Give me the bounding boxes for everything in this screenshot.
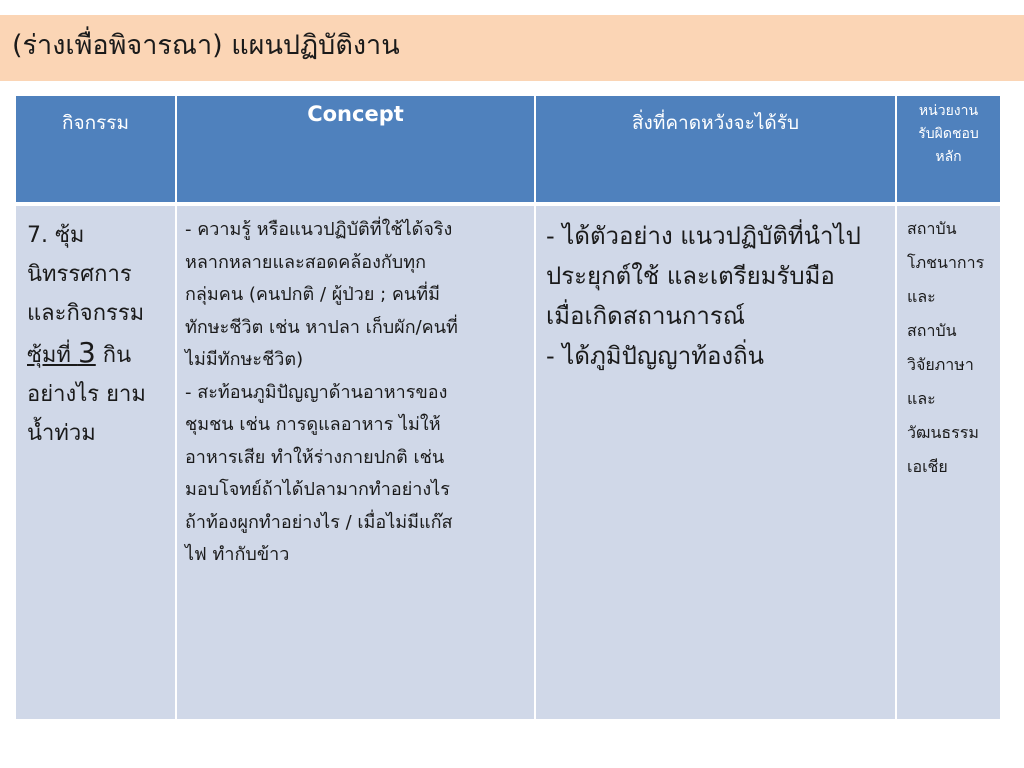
slide-title: (ร่างเพื่อพิจารณา) แผนปฏิบัติงาน <box>12 30 400 61</box>
cell-activity <box>16 204 176 719</box>
cell-responsible-unit <box>896 204 1000 719</box>
header-activity: กิจกรรม <box>16 96 176 204</box>
activity-line: อย่างไร ยาม <box>27 382 146 407</box>
table-header-row <box>16 96 1000 204</box>
expected-line: เมื่อเกิดสถานการณ์ <box>546 302 745 330</box>
cell-expected-result <box>535 204 896 719</box>
header-expected: สิ่งที่คาดหวังจะได้รับ <box>535 96 896 204</box>
header-unit-line: หลัก <box>935 149 962 165</box>
concept-line: ถ้าท้องผูกทำอย่างไร / เมื่อไม่มีแก๊ส <box>185 511 453 533</box>
header-concept: Concept <box>176 96 535 204</box>
concept-line: ชุมชน เช่น การดูแลอาหาร ไม่ให้ <box>185 414 441 435</box>
header-unit-line: รับผิดชอบ <box>918 126 979 142</box>
concept-line: ไฟ ทำกับข้าว <box>185 544 290 565</box>
title-bar <box>0 15 1024 81</box>
header-unit-line: หน่วยงาน <box>918 103 979 119</box>
concept-line: หลากหลายและสอดคล้องกับทุก <box>185 251 426 273</box>
expected-line: - ได้ภูมิปัญญาท้องถิ่น <box>546 342 765 370</box>
activity-line: นิทรรศการ <box>27 262 132 287</box>
activity-line <box>27 333 169 375</box>
table-row <box>16 204 1000 719</box>
concept-line: กลุ่มคน (คนปกติ / ผู้ป่วย ; คนที่มี <box>185 284 440 305</box>
concept-line: ทักษะชีวิต เช่น หาปลา เก็บผัก/คนที่ <box>185 316 458 338</box>
unit-line: และ <box>907 389 936 408</box>
activity-line: และกิจกรรม <box>27 301 145 326</box>
activity-booth-label: ซุ้มที่ <box>27 343 78 368</box>
unit-line: วิจัยภาษา <box>907 355 974 374</box>
expected-line: ประยุกต์ใช้ และเตรียมรับมือ <box>546 262 835 290</box>
unit-line: วัฒนธรรม <box>907 423 979 442</box>
expected-line: - ได้ตัวอย่าง แนวปฏิบัติที่นำไป <box>546 222 861 250</box>
unit-line: เอเชีย <box>907 457 948 476</box>
unit-line: และ <box>907 287 936 306</box>
unit-line: สถาบัน <box>907 219 957 238</box>
unit-line: โภชนาการ <box>907 253 985 272</box>
header-responsible-unit <box>896 96 1000 204</box>
concept-line: ไม่มีทักษะชีวิต) <box>185 349 304 370</box>
concept-line: อาหารเสีย ทำให้ร่างกายปกติ เช่น <box>185 446 445 468</box>
concept-line: - ความรู้ หรือแนวปฏิบัติที่ใช้ได้จริง <box>185 219 453 240</box>
activity-line: น้ำท่วม <box>27 421 96 446</box>
activity-underlined-text <box>27 336 96 369</box>
action-plan-table <box>16 96 1000 719</box>
activity-line-rest: กิน <box>95 343 132 368</box>
activity-booth-number: 3 <box>77 336 96 369</box>
concept-line: มอบโจทย์ถ้าได้ปลามากทำอย่างไร <box>185 479 450 500</box>
unit-line: สถาบัน <box>907 321 957 340</box>
activity-line: 7. ซุ้ม <box>27 223 85 248</box>
concept-line: - สะท้อนภูมิปัญญาด้านอาหารของ <box>185 381 448 403</box>
cell-concept <box>176 204 535 719</box>
